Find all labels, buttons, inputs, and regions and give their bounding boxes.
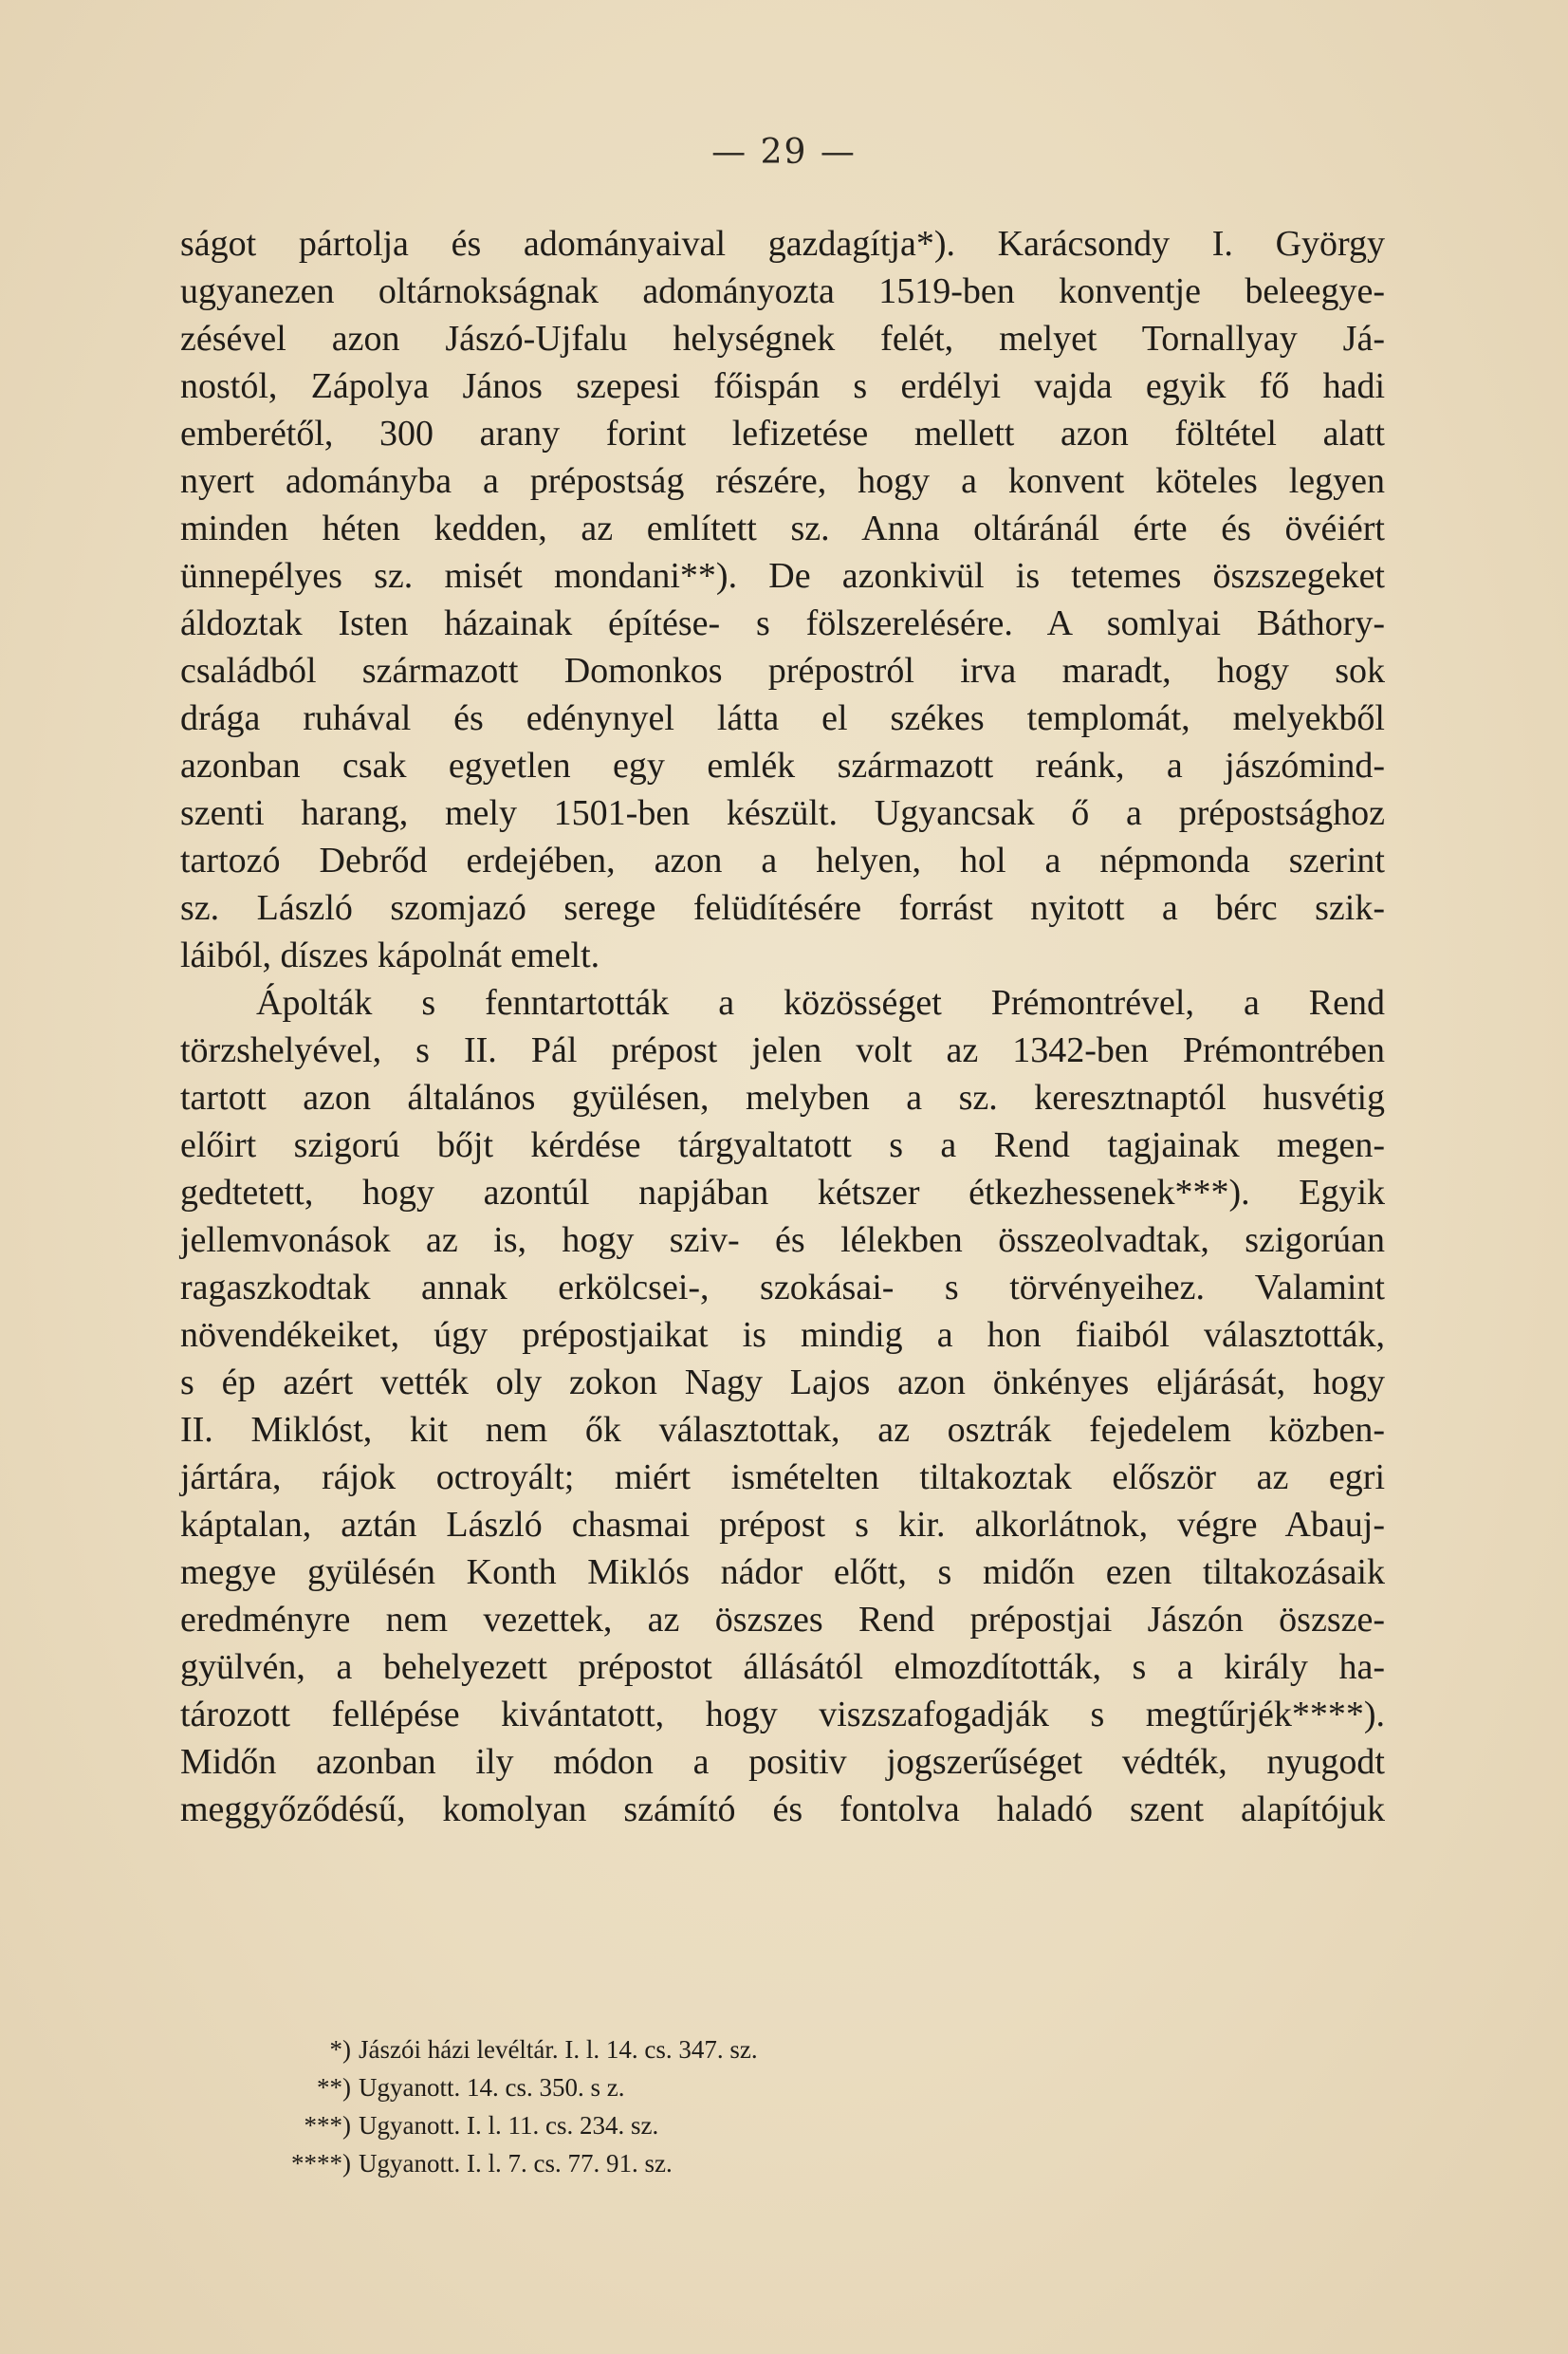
footnote-mark: ****)	[291, 2149, 351, 2178]
text-line: II. Miklóst, kit nem ők választottak, az osztrák fejedelem közben-	[180, 1410, 1385, 1450]
footnote-mark: **)	[317, 2073, 351, 2102]
text-line: ugyanezen oltárnokságnak adományozta 1519-ben konventje beleegye-	[180, 271, 1385, 311]
text-line: s ép azért vették oly zokon Nagy Lajos azon önkényes eljárását, hogy	[180, 1362, 1385, 1402]
text-line: Ápolták s fenntartották a közösséget Prémontrével, a Rend	[256, 983, 1385, 1023]
body-text	[180, 220, 1385, 1833]
footnote	[281, 2030, 758, 2068]
text-line: szenti harang, mely 1501-ben készült. Ugyancsak ő a prépostsághoz	[180, 793, 1385, 833]
text-line: ragaszkodtak annak erkölcsei-, szokásai- s törvényeihez. Valamint	[180, 1268, 1385, 1307]
text-line: gyülvén, a behelyezett prépostot állásától elmozdították, s a király ha-	[180, 1647, 1385, 1687]
footnote-text: Ugyanott. 14. cs. 350. s z.	[359, 2073, 625, 2102]
text-line: családból származott Domonkos prépostról irva maradt, hogy sok	[180, 651, 1385, 691]
text-line: nyert adományba a prépostság részére, hogy a konvent köteles legyen	[180, 461, 1385, 501]
footnotes	[281, 2030, 758, 2182]
text-line: meggyőződésű, komolyan számító és fontolva haladó szent alapítójuk	[180, 1789, 1385, 1829]
footnote-mark: *)	[329, 2035, 351, 2064]
footnote-text: Ugyanott. I. l. 7. cs. 77. 91. sz.	[359, 2149, 673, 2178]
text-line: jártára, rájok octroyált; miért ismételten tiltakoztak először az egri	[180, 1457, 1385, 1497]
text-line: ünnepélyes sz. misét mondani**). De azonkivül is tetemes öszszegeket	[180, 556, 1385, 596]
text-line: megye gyülésén Konth Miklós nádor előtt, s midőn ezen tiltakozásaik	[180, 1552, 1385, 1592]
text-line: sz. László szomjazó serege felüdítésére forrást nyitott a bérc szik-	[180, 888, 1385, 928]
text-line: Midőn azonban ily módon a positiv jogszerűséget védték, nyugodt	[180, 1742, 1385, 1782]
footnote-text: Ugyanott. I. l. 11. cs. 234. sz.	[359, 2111, 659, 2140]
footnote	[281, 2068, 758, 2106]
footnote	[281, 2144, 758, 2182]
text-line: nostól, Zápolya János szepesi főispán s erdélyi vajda egyik fő hadi	[180, 366, 1385, 406]
text-line: előirt szigorú bőjt kérdése tárgyaltatott s a Rend tagjainak megen-	[180, 1125, 1385, 1165]
page-number: — 29 —	[711, 133, 857, 172]
footnote	[281, 2106, 758, 2144]
text-line: ságot pártolja és adományaival gazdagítja*). Karácsondy I. György	[180, 224, 1385, 264]
text-line: tartott azon általános gyülésen, melyben a sz. keresztnaptól husvétig	[180, 1078, 1385, 1118]
text-line: áldoztak Isten házainak építése- s fölszerelésére. A somlyai Báthory-	[180, 603, 1385, 643]
text-line: zésével azon Jászó-Ujfalu helységnek felét, melyet Tornallyay Já-	[180, 319, 1385, 359]
text-line: emberétől, 300 arany forint lefizetése mellett azon föltétel alatt	[180, 414, 1385, 454]
text-line: káptalan, aztán László chasmai prépost s kir. alkorlátnok, végre Abauj-	[180, 1505, 1385, 1545]
text-line: jellemvonások az is, hogy sziv- és lélekben összeolvadtak, szigorúan	[180, 1220, 1385, 1260]
text-line: növendékeiket, úgy prépostjaikat is mindig a hon fiaiból választották,	[180, 1315, 1385, 1355]
text-line: drága ruhával és edénynyel látta el székes templomát, melyekből	[180, 698, 1385, 738]
footnote-text: Jászói házi levéltár. I. l. 14. cs. 347. sz.	[359, 2035, 758, 2064]
footnote-mark: ***)	[304, 2111, 351, 2140]
text-line: láiból, díszes kápolnát emelt.	[180, 936, 600, 975]
text-line: azonban csak egyetlen egy emlék származott reánk, a jászómind-	[180, 746, 1385, 786]
text-line: tartozó Debrőd erdejében, azon a helyen, hol a népmonda szerint	[180, 841, 1385, 880]
text-line: gedtetett, hogy azontúl napjában kétszer étkezhessenek***). Egyik	[180, 1173, 1385, 1213]
text-line: minden héten kedden, az említett sz. Anna oltáránál érte és övéiért	[180, 509, 1385, 548]
text-line: tározott fellépése kivántatott, hogy viszszafogadják s megtűrjék****).	[180, 1695, 1385, 1734]
text-line: eredményre nem vezettek, az öszszes Rend prépostjai Jászón öszsze-	[180, 1600, 1385, 1640]
text-line: törzshelyével, s II. Pál prépost jelen volt az 1342-ben Prémontrében	[180, 1030, 1385, 1070]
